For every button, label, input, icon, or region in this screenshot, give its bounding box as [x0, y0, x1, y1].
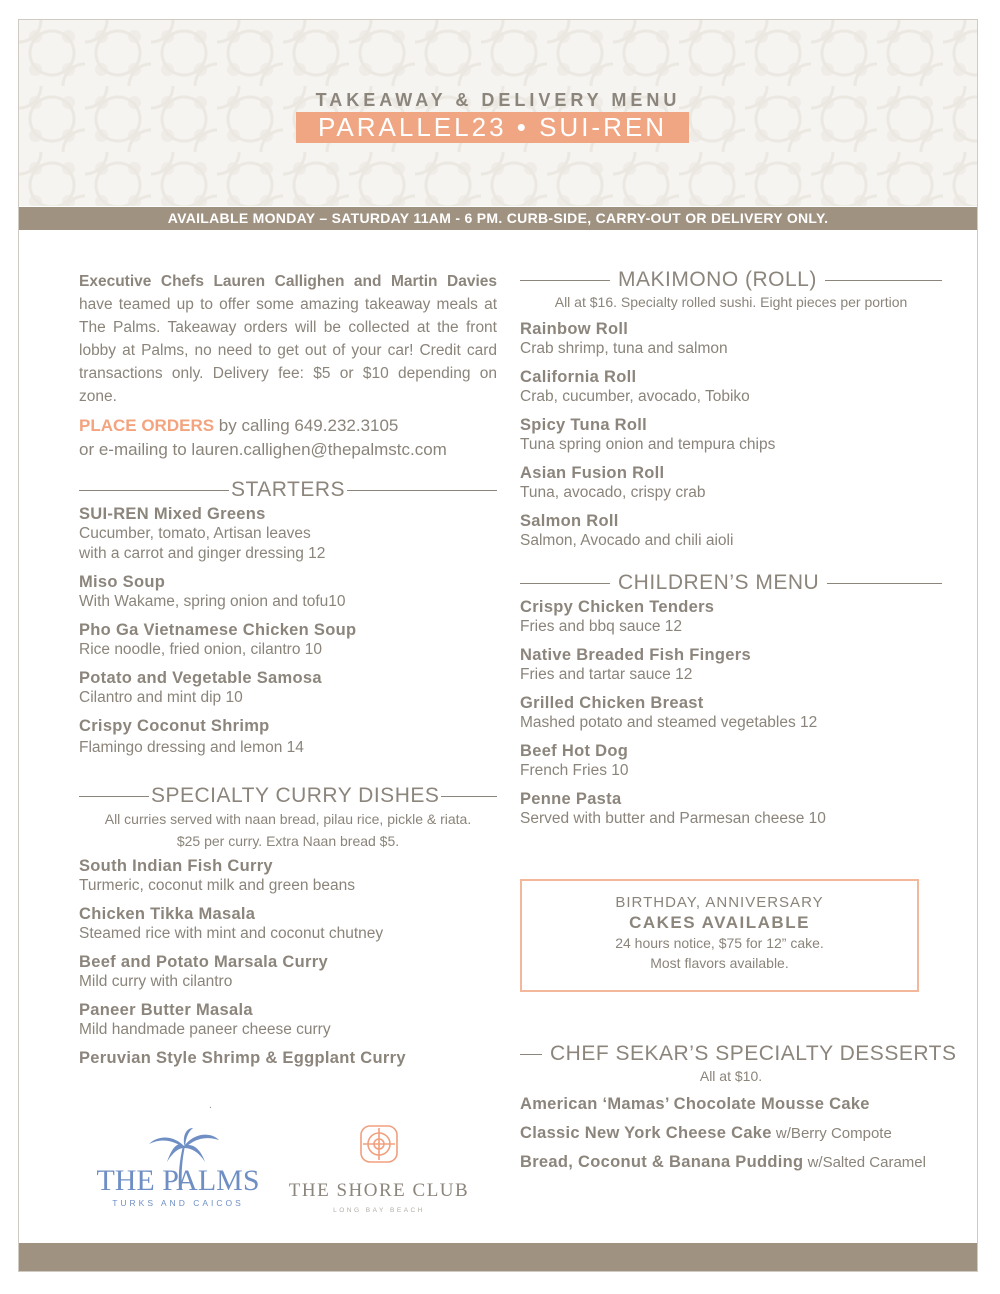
- heading-rule: [827, 583, 942, 584]
- menu-item: [79, 1000, 497, 1040]
- menu-item: [79, 504, 497, 564]
- makimono-note: All at $16. Specialty rolled sushi. Eight pieces per portion: [554, 294, 908, 310]
- menu-item: [79, 716, 497, 758]
- curry-note: All curries served with naan bread, pilau rice, pickle & riata.: [104, 811, 472, 827]
- item-desc: Tuna spring onion and tempura chips: [520, 436, 776, 453]
- item-name: Crispy Coconut Shrimp: [79, 717, 270, 735]
- heading-rule: [79, 490, 229, 491]
- order-info: [79, 414, 497, 462]
- curry-heading: [79, 784, 497, 808]
- item-desc: Fries and tartar sauce 12: [520, 666, 693, 683]
- item-name: Pho Ga Vietnamese Chicken Soup: [79, 621, 357, 639]
- item-desc: Mild handmade paneer cheese curry: [79, 1021, 331, 1038]
- makimono-heading: [520, 268, 942, 292]
- footer-bar: [19, 1243, 977, 1271]
- item-desc: Crab, cucumber, avocado, Tobiko: [520, 388, 750, 405]
- item-desc: with a carrot and ginger dressing 12: [79, 545, 326, 562]
- dessert-with: w/Salted Caramel: [803, 1154, 926, 1171]
- starters-title: STARTERS: [230, 478, 346, 501]
- item-name: South Indian Fish Curry: [79, 857, 273, 875]
- desserts-title: CHEF SEKAR’S SPECIALTY DESSERTS: [550, 1042, 957, 1065]
- dessert-with: w/Berry Compote: [771, 1125, 892, 1142]
- item-name: Beef and Potato Marsala Curry: [79, 953, 328, 971]
- item-name: Peruvian Style Shrimp & Eggplant Curry: [79, 1049, 406, 1067]
- item-name: Asian Fusion Roll: [520, 464, 665, 482]
- curry-title: SPECIALTY CURRY DISHES: [151, 784, 440, 807]
- shore-emblem-icon: [361, 1126, 397, 1162]
- heading-rule: [520, 583, 610, 584]
- stray-dot: .: [209, 1100, 212, 1111]
- order-phone[interactable]: by calling 649.232.3105: [214, 416, 399, 435]
- cakes-line3: 24 hours notice, $75 for 12” cake.: [615, 935, 824, 951]
- item-name: Penne Pasta: [520, 790, 622, 808]
- item-name: California Roll: [520, 368, 637, 386]
- shore-club-logo: [287, 1122, 471, 1218]
- menu-item: [79, 952, 497, 992]
- item-desc: Crab shrimp, tuna and salmon: [520, 340, 728, 357]
- makimono-title: MAKIMONO (ROLL): [618, 268, 817, 291]
- intro-text: have teamed up to offer some amazing takeaway meals at The Palms. Takeaway orders will be collected at the front lobby at Palms, no need to get out of your car! Credit card transactions only. Delivery fee: $5 or $10 depending on zone.: [79, 296, 497, 405]
- desserts-note: All at $10.: [699, 1068, 763, 1084]
- item-desc: French Fries 10: [520, 762, 629, 779]
- intro-paragraph: [79, 270, 497, 408]
- dessert-name: Classic New York Cheese Cake: [520, 1124, 772, 1142]
- item-desc: With Wakame, spring onion and tofu10: [79, 593, 346, 610]
- palms-name: THE PALMS: [96, 1164, 260, 1197]
- menu-item: [520, 645, 942, 685]
- item-name: Miso Soup: [79, 573, 166, 591]
- item-name: Potato and Vegetable Samosa: [79, 669, 322, 687]
- children-title: CHILDREN’S MENU: [618, 571, 820, 594]
- menu-item: [520, 741, 942, 781]
- menu-item: [79, 856, 497, 896]
- item-name: Grilled Chicken Breast: [520, 694, 704, 712]
- dessert-item: [520, 1148, 942, 1177]
- heading-rule: [520, 280, 610, 281]
- menu-item: [520, 463, 942, 503]
- item-name: Beef Hot Dog: [520, 742, 629, 760]
- menu-item: [520, 511, 942, 551]
- heading-rule: [520, 1054, 542, 1055]
- menu-item: [520, 319, 942, 359]
- item-desc: Served with butter and Parmesan cheese 10: [520, 810, 826, 827]
- desserts-section: [520, 1042, 957, 1177]
- item-desc: Flamingo dressing and lemon 14: [79, 739, 304, 756]
- item-desc: Salmon, Avocado and chili aioli: [520, 532, 734, 549]
- menu-item: [79, 572, 497, 612]
- item-desc: Turmeric, coconut milk and green beans: [79, 877, 355, 894]
- starters-heading: [79, 478, 497, 502]
- right-column: [520, 268, 942, 829]
- curry-price-note: $25 per curry. Extra Naan bread $5.: [176, 833, 400, 849]
- item-name: Crispy Chicken Tenders: [520, 598, 715, 616]
- cakes-line2: CAKES AVAILABLE: [629, 913, 810, 932]
- menu-item: [520, 415, 942, 455]
- left-column: [79, 270, 497, 1068]
- item-desc: Cucumber, tomato, Artisan leaves: [79, 525, 311, 542]
- dessert-name: American ‘Mamas’ Chocolate Mousse Cake: [520, 1095, 870, 1113]
- heading-rule: [825, 280, 942, 281]
- menu-title: TAKEAWAY & DELIVERY MENU: [315, 90, 681, 110]
- item-desc: Cilantro and mint dip 10: [79, 689, 243, 706]
- item-desc: Tuna, avocado, crispy crab: [520, 484, 706, 501]
- menu-item: [520, 693, 942, 733]
- item-desc: Mild curry with cilantro: [79, 973, 233, 990]
- menu-item: [520, 789, 942, 829]
- item-desc: Mashed potato and steamed vegetables 12: [520, 714, 818, 731]
- place-orders-label: PLACE ORDERS: [79, 416, 215, 435]
- item-name: Rainbow Roll: [520, 320, 629, 338]
- item-desc: Steamed rice with mint and coconut chutney: [79, 925, 384, 942]
- heading-rule: [441, 796, 497, 797]
- intro-chefs: Executive Chefs Lauren Callighen and Martin Davies: [79, 273, 497, 290]
- item-desc: Rice noodle, fried onion, cilantro 10: [79, 641, 322, 658]
- children-heading: [520, 571, 942, 595]
- item-name: Native Breaded Fish Fingers: [520, 646, 751, 664]
- heading-rule: [79, 796, 149, 797]
- the-palms-logo: [87, 1128, 269, 1212]
- item-name: Salmon Roll: [520, 512, 619, 530]
- cakes-line1: BIRTHDAY, ANNIVERSARY: [615, 894, 824, 911]
- item-name: Spicy Tuna Roll: [520, 416, 648, 434]
- item-name: Chicken Tikka Masala: [79, 905, 256, 923]
- menu-item: [520, 597, 942, 637]
- heading-rule: [347, 490, 497, 491]
- restaurant-banner: PARALLEL23 • SUI-REN: [296, 112, 689, 143]
- menu-item: [79, 1048, 497, 1068]
- palms-sub: TURKS AND CAICOS: [112, 1198, 244, 1208]
- dessert-item: [520, 1119, 942, 1148]
- shore-name: THE SHORE CLUB: [288, 1180, 470, 1201]
- menu-item: [79, 904, 497, 944]
- shore-sub: LONG BAY BEACH: [333, 1207, 425, 1214]
- order-email[interactable]: or e-mailing to lauren.callighen@thepalmstc.com: [79, 440, 447, 459]
- menu-item: [79, 668, 497, 708]
- item-name: Paneer Butter Masala: [79, 1001, 253, 1019]
- dessert-item: [520, 1090, 942, 1119]
- desserts-heading: [520, 1042, 957, 1066]
- item-desc: Fries and bbq sauce 12: [520, 618, 682, 635]
- menu-page: [18, 19, 978, 1272]
- dessert-name: Bread, Coconut & Banana Pudding: [520, 1153, 804, 1171]
- cakes-notice-box: [520, 879, 919, 992]
- cakes-line4: Most flavors available.: [650, 955, 789, 971]
- item-name: SUI-REN Mixed Greens: [79, 505, 266, 523]
- availability-bar: AVAILABLE MONDAY – SATURDAY 11AM - 6 PM. CURB-SIDE, CARRY-OUT OR DELIVERY ONLY.: [19, 207, 977, 230]
- menu-item: [520, 367, 942, 407]
- menu-item: [79, 620, 497, 660]
